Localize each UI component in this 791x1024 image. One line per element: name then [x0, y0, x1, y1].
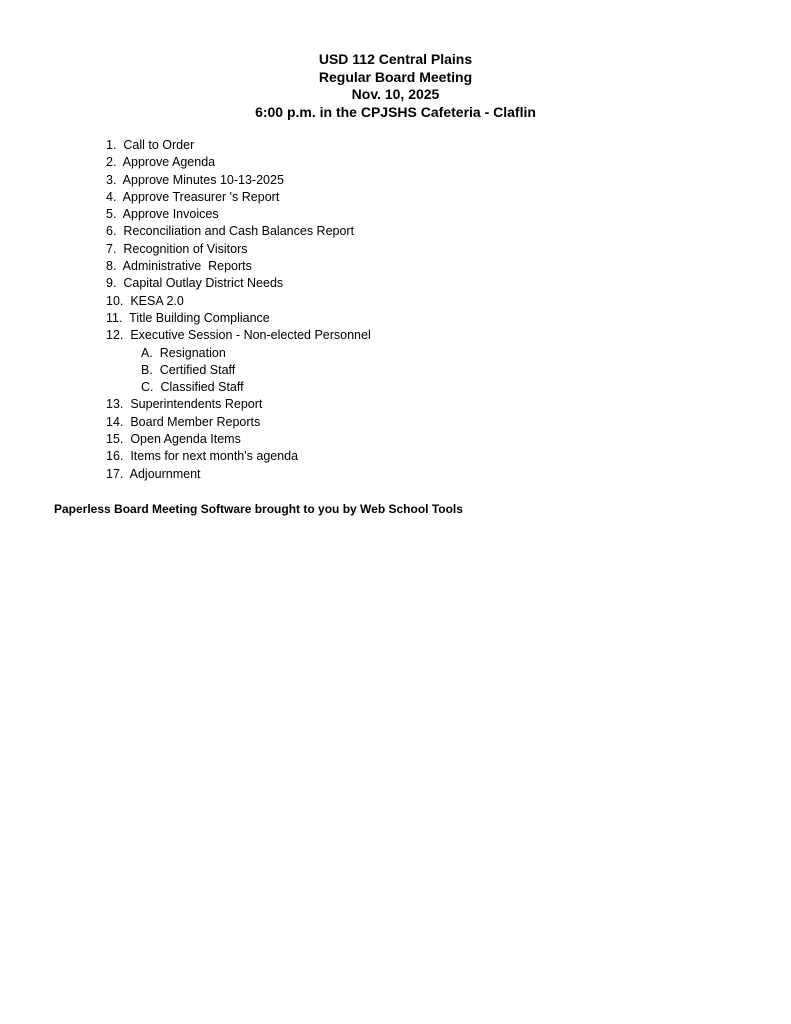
agenda-item-call-to-order: 1. Call to Order	[106, 138, 195, 152]
agenda-item-approve-minutes: 3. Approve Minutes 10-13-2025	[106, 172, 284, 187]
agenda-list	[106, 137, 706, 483]
district-name: USD 112 Central Plains	[318, 51, 473, 67]
agenda-item-adjournment: 17. Adjournment	[106, 466, 201, 481]
meeting-date: Nov. 10, 2025	[351, 86, 440, 102]
agenda-subitem-certified-staff: B. Certified Staff	[141, 362, 236, 377]
meeting-type: Regular Board Meeting	[318, 68, 473, 85]
agenda-item-superintendents-report: 13. Superintendents Report	[106, 397, 263, 412]
agenda-item-next-month: 16. Items for next month's agenda	[106, 449, 299, 464]
agenda-item-reconciliation: 6. Reconciliation and Cash Balances Report	[106, 224, 355, 239]
agenda-item-kesa: 10. KESA 2.0	[106, 293, 184, 308]
agenda-item-board-member-reports: 14. Board Member Reports	[106, 414, 261, 429]
agenda-item-administrative-reports: 8. Administrative Reports	[106, 259, 252, 274]
agenda-item-capital-outlay: 9. Capital Outlay District Needs	[106, 276, 284, 291]
agenda-subitem-classified-staff: C. Classified Staff	[141, 380, 244, 395]
agenda-item-open-agenda-items: 15. Open Agenda Items	[106, 432, 241, 447]
agenda-item-title-building: 11. Title Building Compliance	[106, 310, 270, 325]
agenda-item-approve-agenda: 2. Approve Agenda	[106, 155, 216, 170]
agenda-item-recognition-visitors: 7. Recognition of Visitors	[106, 241, 248, 256]
agenda-subitem-resignation: A. Resignation	[141, 345, 226, 360]
agenda-item-treasurer-report: 4. Approve Treasurer 's Report	[106, 189, 280, 204]
meeting-time-location: 6:00 p.m. in the CPJSHS Cafeteria - Claflin	[255, 103, 536, 120]
meeting-header	[0, 51, 791, 121]
agenda-item-approve-invoices: 5. Approve Invoices	[106, 207, 219, 222]
software-credit: Paperless Board Meeting Software brought to you by Web School Tools	[54, 502, 463, 516]
agenda-item-executive-session: 12. Executive Session - Non-elected Personnel	[106, 328, 371, 343]
